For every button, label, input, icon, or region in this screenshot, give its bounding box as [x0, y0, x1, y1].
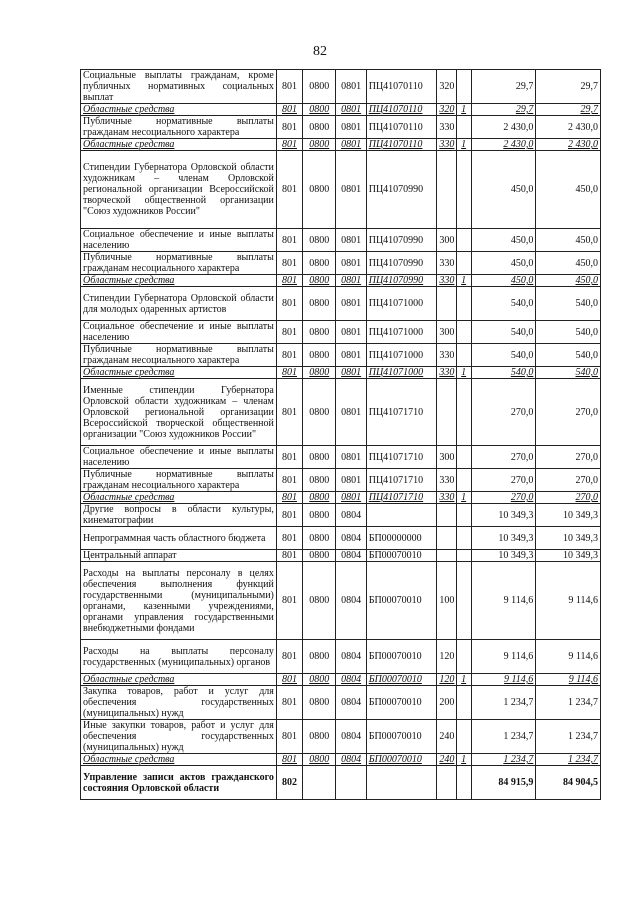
row-amount-1: 540,0 [471, 321, 536, 344]
row-subsection-code: 0801 [336, 116, 366, 139]
row-name: Другие вопросы в области культуры, кинематографии [81, 504, 277, 527]
row-amount-1: 450,0 [471, 275, 536, 287]
row-section-code: 0800 [303, 562, 336, 640]
table-row [81, 151, 601, 229]
row-funding-source [456, 321, 471, 344]
row-amount-2: 270,0 [536, 492, 601, 504]
row-target-code [366, 504, 437, 527]
row-name: Областные средства [81, 492, 277, 504]
row-section-code: 0800 [303, 287, 336, 321]
row-amount-1: 2 430,0 [471, 116, 536, 139]
row-target-code: БП00070010 [366, 562, 437, 640]
row-target-code: БП00070010 [366, 550, 437, 562]
row-admin-code: 801 [276, 562, 302, 640]
row-funding-source [456, 229, 471, 252]
row-expense-type [437, 527, 456, 550]
table-row [81, 754, 601, 766]
table-row [81, 229, 601, 252]
row-name: Управление записи актов гражданского состояния Орловской области [81, 766, 277, 800]
row-funding-source [456, 686, 471, 720]
table-row [81, 275, 601, 287]
row-subsection-code: 0801 [336, 367, 366, 379]
row-section-code: 0800 [303, 321, 336, 344]
row-expense-type: 300 [437, 446, 456, 469]
row-funding-source [456, 640, 471, 674]
row-amount-2: 29,7 [536, 70, 601, 104]
row-section-code: 0800 [303, 379, 336, 446]
row-subsection-code: 0801 [336, 321, 366, 344]
row-name: Областные средства [81, 139, 277, 151]
row-amount-1: 450,0 [471, 252, 536, 275]
row-expense-type: 240 [437, 754, 456, 766]
table-row [81, 139, 601, 151]
row-admin-code: 801 [276, 720, 302, 754]
row-amount-1: 2 430,0 [471, 139, 536, 151]
row-target-code: ПЦ41071710 [366, 446, 437, 469]
table-row [81, 446, 601, 469]
row-amount-1: 29,7 [471, 70, 536, 104]
row-name: Закупка товаров, работ и услуг для обеспечения государственных (муниципальных) нужд [81, 686, 277, 720]
row-section-code: 0800 [303, 674, 336, 686]
row-funding-source: 1 [456, 674, 471, 686]
row-section-code: 0800 [303, 504, 336, 527]
row-amount-2: 10 349,3 [536, 527, 601, 550]
row-name: Публичные нормативные выплаты гражданам несоциального характера [81, 116, 277, 139]
table-row [81, 379, 601, 446]
row-name: Областные средства [81, 754, 277, 766]
row-admin-code: 801 [276, 379, 302, 446]
row-amount-1: 540,0 [471, 287, 536, 321]
row-section-code: 0800 [303, 116, 336, 139]
row-target-code: ПЦ41071000 [366, 321, 437, 344]
row-amount-1: 450,0 [471, 229, 536, 252]
row-section-code: 0800 [303, 469, 336, 492]
row-name: Социальное обеспечение и иные выплаты населению [81, 321, 277, 344]
row-admin-code: 801 [276, 446, 302, 469]
row-name: Областные средства [81, 275, 277, 287]
row-amount-2: 1 234,7 [536, 686, 601, 720]
table-row [81, 116, 601, 139]
row-target-code: ПЦ41071000 [366, 367, 437, 379]
row-amount-2: 1 234,7 [536, 754, 601, 766]
row-subsection-code: 0801 [336, 252, 366, 275]
table-row [81, 766, 601, 800]
row-admin-code: 801 [276, 287, 302, 321]
row-funding-source [456, 562, 471, 640]
row-amount-2: 270,0 [536, 379, 601, 446]
row-target-code: ПЦ41071710 [366, 492, 437, 504]
row-section-code: 0800 [303, 640, 336, 674]
row-section-code: 0800 [303, 446, 336, 469]
row-amount-1: 270,0 [471, 446, 536, 469]
row-amount-2: 540,0 [536, 367, 601, 379]
table-row [81, 287, 601, 321]
row-admin-code: 801 [276, 344, 302, 367]
row-subsection-code: 0801 [336, 151, 366, 229]
table-row [81, 674, 601, 686]
row-funding-source [456, 287, 471, 321]
budget-table [80, 69, 601, 800]
row-amount-1: 540,0 [471, 344, 536, 367]
row-amount-1: 10 349,3 [471, 527, 536, 550]
row-amount-1: 29,7 [471, 104, 536, 116]
row-target-code: БП00070010 [366, 720, 437, 754]
row-name: Публичные нормативные выплаты гражданам несоциального характера [81, 252, 277, 275]
row-name: Расходы на выплаты персоналу в целях обеспечения выполнения функций государственными (муниципальными) органами, казенными учреждениями, органами управления государственными внебюджетными фондами [81, 562, 277, 640]
row-target-code: ПЦ41071000 [366, 287, 437, 321]
row-subsection-code: 0801 [336, 70, 366, 104]
row-target-code: ПЦ41070110 [366, 116, 437, 139]
row-amount-2: 2 430,0 [536, 116, 601, 139]
row-name: Областные средства [81, 104, 277, 116]
row-subsection-code: 0804 [336, 674, 366, 686]
row-name: Областные средства [81, 674, 277, 686]
table-row [81, 562, 601, 640]
row-amount-2: 10 349,3 [536, 504, 601, 527]
row-target-code: ПЦ41070990 [366, 275, 437, 287]
row-funding-source [456, 720, 471, 754]
table-row [81, 550, 601, 562]
row-amount-1: 540,0 [471, 367, 536, 379]
row-admin-code: 801 [276, 527, 302, 550]
row-admin-code: 801 [276, 640, 302, 674]
row-section-code: 0800 [303, 720, 336, 754]
row-target-code: ПЦ41070990 [366, 252, 437, 275]
row-subsection-code [336, 766, 366, 800]
row-target-code: БП00070010 [366, 674, 437, 686]
table-row [81, 492, 601, 504]
row-amount-2: 2 430,0 [536, 139, 601, 151]
row-amount-2: 270,0 [536, 446, 601, 469]
row-name: Публичные нормативные выплаты гражданам несоциального характера [81, 469, 277, 492]
row-admin-code: 801 [276, 504, 302, 527]
row-admin-code: 801 [276, 469, 302, 492]
row-expense-type [437, 379, 456, 446]
row-funding-source [456, 446, 471, 469]
row-funding-source [456, 344, 471, 367]
row-target-code: ПЦ41071710 [366, 379, 437, 446]
row-name: Именные стипендии Губернатора Орловской области художникам – членам Орловской региональной организации Всероссийской творческой общественной организации "Союз художников России" [81, 379, 277, 446]
row-subsection-code: 0801 [336, 492, 366, 504]
row-amount-1: 1 234,7 [471, 720, 536, 754]
row-amount-2: 450,0 [536, 229, 601, 252]
row-name: Социальное обеспечение и иные выплаты населению [81, 446, 277, 469]
row-amount-2: 540,0 [536, 344, 601, 367]
row-admin-code: 801 [276, 550, 302, 562]
row-subsection-code: 0801 [336, 275, 366, 287]
row-subsection-code: 0801 [336, 446, 366, 469]
row-subsection-code: 0801 [336, 379, 366, 446]
row-section-code: 0800 [303, 550, 336, 562]
row-funding-source [456, 766, 471, 800]
table-row [81, 527, 601, 550]
row-amount-2: 10 349,3 [536, 550, 601, 562]
row-subsection-code: 0804 [336, 754, 366, 766]
row-amount-1: 450,0 [471, 151, 536, 229]
row-name: Иные закупки товаров, работ и услуг для обеспечения государственных (муниципальных) нужд [81, 720, 277, 754]
row-funding-source: 1 [456, 492, 471, 504]
row-amount-2: 540,0 [536, 287, 601, 321]
row-expense-type: 330 [437, 139, 456, 151]
row-amount-2: 9 114,6 [536, 640, 601, 674]
row-target-code: ПЦ41070110 [366, 70, 437, 104]
row-expense-type: 100 [437, 562, 456, 640]
row-section-code: 0800 [303, 229, 336, 252]
row-expense-type: 320 [437, 70, 456, 104]
table-row [81, 367, 601, 379]
row-subsection-code: 0804 [336, 640, 366, 674]
row-section-code: 0800 [303, 344, 336, 367]
row-funding-source: 1 [456, 139, 471, 151]
row-funding-source: 1 [456, 275, 471, 287]
row-admin-code: 801 [276, 492, 302, 504]
row-expense-type: 330 [437, 367, 456, 379]
row-expense-type [437, 550, 456, 562]
row-expense-type: 320 [437, 104, 456, 116]
row-section-code: 0800 [303, 527, 336, 550]
row-subsection-code: 0801 [336, 287, 366, 321]
row-amount-1: 270,0 [471, 492, 536, 504]
row-section-code: 0800 [303, 104, 336, 116]
row-expense-type: 300 [437, 229, 456, 252]
row-section-code: 0800 [303, 139, 336, 151]
row-admin-code: 801 [276, 275, 302, 287]
row-subsection-code: 0801 [336, 104, 366, 116]
table-row [81, 640, 601, 674]
row-admin-code: 801 [276, 367, 302, 379]
row-expense-type: 300 [437, 321, 456, 344]
row-expense-type: 120 [437, 674, 456, 686]
row-target-code: БП00070010 [366, 640, 437, 674]
table-row [81, 252, 601, 275]
row-section-code: 0800 [303, 492, 336, 504]
row-expense-type [437, 504, 456, 527]
row-expense-type: 200 [437, 686, 456, 720]
row-expense-type [437, 766, 456, 800]
row-subsection-code: 0801 [336, 344, 366, 367]
row-amount-1: 10 349,3 [471, 550, 536, 562]
row-amount-1: 9 114,6 [471, 674, 536, 686]
row-subsection-code: 0801 [336, 139, 366, 151]
row-amount-2: 540,0 [536, 321, 601, 344]
row-expense-type [437, 287, 456, 321]
row-target-code: БП00070010 [366, 686, 437, 720]
row-expense-type: 330 [437, 469, 456, 492]
row-funding-source: 1 [456, 367, 471, 379]
row-admin-code: 801 [276, 139, 302, 151]
row-admin-code: 801 [276, 754, 302, 766]
row-section-code: 0800 [303, 754, 336, 766]
row-subsection-code: 0804 [336, 720, 366, 754]
row-amount-2: 9 114,6 [536, 562, 601, 640]
row-funding-source [456, 379, 471, 446]
row-expense-type: 120 [437, 640, 456, 674]
row-admin-code: 801 [276, 116, 302, 139]
row-name: Стипендии Губернатора Орловской области для молодых одаренных артистов [81, 287, 277, 321]
row-section-code [303, 766, 336, 800]
row-expense-type: 330 [437, 252, 456, 275]
row-amount-1: 9 114,6 [471, 640, 536, 674]
row-target-code: БП00070010 [366, 754, 437, 766]
row-subsection-code: 0801 [336, 469, 366, 492]
row-funding-source [456, 504, 471, 527]
row-name: Расходы на выплаты персоналу государственных (муниципальных) органов [81, 640, 277, 674]
row-section-code: 0800 [303, 151, 336, 229]
row-name: Непрограммная часть областного бюджета [81, 527, 277, 550]
row-expense-type [437, 151, 456, 229]
row-name: Стипендии Губернатора Орловской области художникам – членам Орловской региональной организации Всероссийской творческой общественной организации "Союз художников России" [81, 151, 277, 229]
row-target-code [366, 766, 437, 800]
row-admin-code: 801 [276, 70, 302, 104]
row-name: Центральный аппарат [81, 550, 277, 562]
row-funding-source [456, 550, 471, 562]
row-amount-2: 29,7 [536, 104, 601, 116]
row-amount-2: 84 904,5 [536, 766, 601, 800]
row-admin-code: 801 [276, 151, 302, 229]
row-amount-2: 270,0 [536, 469, 601, 492]
table-row [81, 469, 601, 492]
row-funding-source [456, 70, 471, 104]
row-admin-code: 801 [276, 686, 302, 720]
row-expense-type: 330 [437, 116, 456, 139]
row-amount-1: 1 234,7 [471, 686, 536, 720]
row-admin-code: 801 [276, 229, 302, 252]
row-funding-source [456, 527, 471, 550]
row-name: Социальные выплаты гражданам, кроме публичных нормативных социальных выплат [81, 70, 277, 104]
row-amount-1: 84 915,9 [471, 766, 536, 800]
page-number: 82 [313, 44, 327, 59]
row-subsection-code: 0804 [336, 550, 366, 562]
table-row [81, 686, 601, 720]
row-target-code: ПЦ41070110 [366, 104, 437, 116]
row-target-code: ПЦ41070110 [366, 139, 437, 151]
row-subsection-code: 0801 [336, 229, 366, 252]
row-admin-code: 801 [276, 321, 302, 344]
table-row [81, 104, 601, 116]
table-row [81, 70, 601, 104]
row-section-code: 0800 [303, 252, 336, 275]
row-subsection-code: 0804 [336, 504, 366, 527]
row-expense-type: 330 [437, 275, 456, 287]
row-target-code: ПЦ41071710 [366, 469, 437, 492]
table-row [81, 344, 601, 367]
row-amount-1: 10 349,3 [471, 504, 536, 527]
row-target-code: ПЦ41070990 [366, 229, 437, 252]
row-amount-2: 9 114,6 [536, 674, 601, 686]
row-funding-source: 1 [456, 104, 471, 116]
row-subsection-code: 0804 [336, 562, 366, 640]
row-name: Публичные нормативные выплаты гражданам несоциального характера [81, 344, 277, 367]
row-admin-code: 801 [276, 674, 302, 686]
table-row [81, 321, 601, 344]
row-amount-1: 270,0 [471, 469, 536, 492]
row-amount-2: 450,0 [536, 252, 601, 275]
row-amount-1: 270,0 [471, 379, 536, 446]
row-funding-source [456, 151, 471, 229]
row-funding-source [456, 252, 471, 275]
row-target-code: БП00000000 [366, 527, 437, 550]
row-amount-2: 450,0 [536, 275, 601, 287]
table-row [81, 504, 601, 527]
row-expense-type: 330 [437, 344, 456, 367]
row-amount-2: 1 234,7 [536, 720, 601, 754]
row-admin-code: 802 [276, 766, 302, 800]
row-amount-2: 450,0 [536, 151, 601, 229]
row-section-code: 0800 [303, 686, 336, 720]
row-name: Областные средства [81, 367, 277, 379]
row-admin-code: 801 [276, 252, 302, 275]
row-funding-source [456, 116, 471, 139]
row-section-code: 0800 [303, 275, 336, 287]
row-amount-1: 9 114,6 [471, 562, 536, 640]
row-target-code: ПЦ41070990 [366, 151, 437, 229]
row-expense-type: 240 [437, 720, 456, 754]
row-section-code: 0800 [303, 70, 336, 104]
row-subsection-code: 0804 [336, 527, 366, 550]
table-row [81, 720, 601, 754]
row-subsection-code: 0804 [336, 686, 366, 720]
row-expense-type: 330 [437, 492, 456, 504]
row-target-code: ПЦ41071000 [366, 344, 437, 367]
row-funding-source [456, 469, 471, 492]
row-funding-source: 1 [456, 754, 471, 766]
row-amount-1: 1 234,7 [471, 754, 536, 766]
row-admin-code: 801 [276, 104, 302, 116]
row-name: Социальное обеспечение и иные выплаты населению [81, 229, 277, 252]
row-section-code: 0800 [303, 367, 336, 379]
